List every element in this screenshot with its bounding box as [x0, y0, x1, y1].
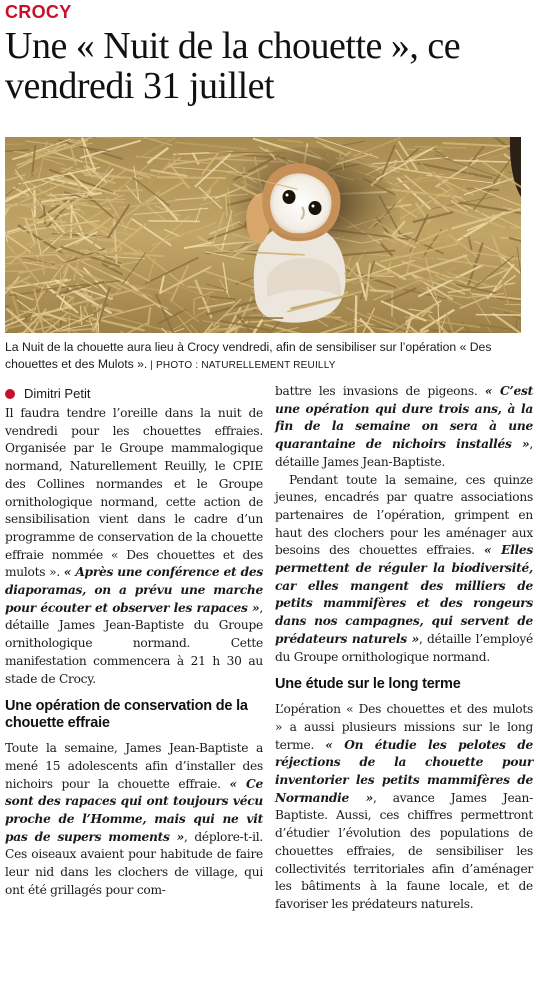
paragraph-continued: battre les invasions de pigeons. « C’est une opération qui dure trois ans, à la fin de la semaine on sera à une quarantaine de nichoirs installés », détaille James Jean-Baptiste.	[275, 384, 533, 469]
author-name: Dimitri Petit	[24, 386, 91, 401]
paragraph-intro: Il faudra tendre l’oreille dans la nuit de vendredi pour les chouettes effraies. Organisée par le Groupe mammalogique normand, Naturellement Reuilly, le CPIE des Collines normandes et le Groupe ornithologique normand, cette action de sensibilisation vient dans le cadre d’un programme de conservation de la chouette effraie nommée « Des chouettes et des mulots ». « Après une conférence et des diaporamas, on a prévu une marche pour écouter et observer les rapaces », détaille James Jean-Baptiste du Groupe ornithologique normand. Cette manifestation commencera à 21 h 30 au stade de Crocy.	[5, 406, 263, 686]
left-column	[5, 405, 263, 900]
subhead-long-term: Une étude sur le long terme	[275, 676, 461, 693]
subhead-conservation: Une opération de conservation de la chouette effraie	[5, 698, 248, 732]
headline: Une « Nuit de la chouette », ce vendredi 31 juillet	[5, 25, 461, 107]
author-bullet-icon	[5, 389, 15, 399]
photo-caption	[5, 339, 535, 374]
kicker: CROCY	[5, 2, 72, 22]
owl-photo	[5, 137, 521, 333]
right-column	[275, 383, 533, 914]
photo-credit: | PHOTO : NATURELLEMENT REUILLY	[147, 360, 336, 371]
paragraph-week: Toute la semaine, James Jean-Baptiste a mené 15 adolescents afin d’installer des nichoirs pour la chouette effraie. « Ce sont des rapaces qui ont toujours vécu proche de l’Homme, mais qui ne vit pas de supers moments », déplore-t-il. Ces oiseaux avaient pour habitude de faire leur nid dans les clochers de village, qui ont été grillagés pour com-	[5, 741, 263, 897]
author-byline	[5, 386, 90, 401]
paragraph-youth: Pendant toute la semaine, ces quinze jeunes, encadrés par quatre associations partenaires de l’opération, grimpent en haut des clochers pour les aménager aux besoins des chouettes effraies. « Elles permettent de réguler la biodiversité, car elles mangent des milliers de petits mammifères et des rongeurs dans nos campagnes, qui servent de prédateurs naturels », détaille l’employé du Groupe ornithologique normand.	[275, 472, 533, 664]
caption-text: La Nuit de la chouette aura lieu à Crocy vendredi, afin de sensibiliser sur l’opération « Des chouettes et des Mulots ».	[5, 340, 492, 371]
paragraph-study: L’opération « Des chouettes et des mulots » a aussi plusieurs missions sur le long terme. « On étudie les pelotes de réjections de la chouette pour inventorier les petits mammifères de Normandie », avance James Jean-Baptiste. Aussi, ces chiffres permettront d’étudier l’évolution des populations de chouettes effraies, de sensibiliser les collectivités territoriales afin d’aménager les bâtiments à la faune locale, et de favoriser les prédateurs naturels.	[275, 702, 533, 911]
